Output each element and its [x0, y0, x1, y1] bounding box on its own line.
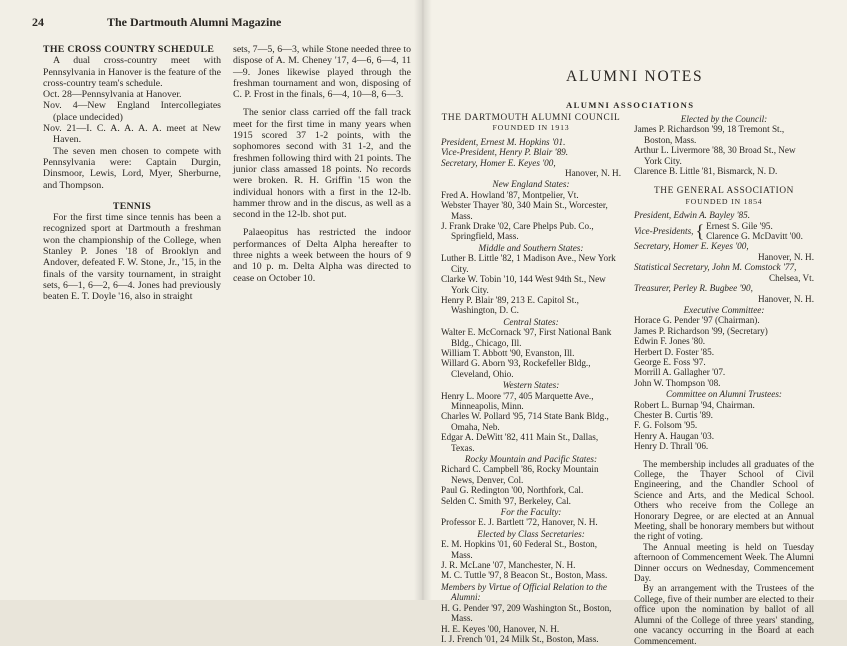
council-member: E. M. Hopkins '01, 60 Federal St., Boston, Mass. [441, 539, 598, 560]
council-member: Arthur L. Livermore '88, 30 Broad St., New York City. [634, 145, 796, 166]
schedule-item: Nov. 4—New England Intercollegiates (place undecided) [43, 100, 221, 123]
tennis-paragraph: For the first time since tennis has been a recognized sport at Dartmouth a freshman won the championship of the College, when Stanley P. Jones '18 of Brooklyn and Andover, defeated F. W. Stone, Jr., '15, in the finals of the varsity tournament, in straight sets, 6—1, 6—2, 6—4. Jones had previously beaten E. T. Doyle '16, also in straight [43, 212, 221, 303]
council-member: Clarence B. Little '81, Bismarck, N. D. [634, 166, 778, 177]
exec-member: James P. Richardson '99, (Secretary) [634, 325, 768, 336]
council-officer: President, Ernest M. Hopkins '01. [441, 136, 566, 147]
palaeopitus-paragraph: Palaeopitus has restricted the indoor performances of Delta Alpha hereafter to three nights a week between the hours of 9 and 10 p. m. Delta Alpha was directed to cease on October 10. [233, 227, 411, 284]
western-states-heading: Western States: [502, 380, 560, 391]
council-member: I. J. French '01, 24 Milk St., Boston, Mass. [441, 633, 599, 644]
ga-vp: Ernest S. Gile '95. [706, 220, 773, 231]
council-officer: Secretary, Homer E. Keyes '00, [441, 157, 556, 168]
ga-secretary: Secretary, Homer E. Keyes '00, [634, 241, 749, 252]
council-member: M. C. Tuttle '97, 8 Beacon St., Boston, Mass. [441, 570, 608, 581]
council-member: J. R. McLane '07, Manchester, N. H. [441, 560, 576, 571]
left-column-2 [233, 44, 411, 284]
central-states-heading: Central States: [503, 316, 559, 327]
council-member: Henry L. Moore '77, 405 Marquette Ave., Minneapolis, Minn. [441, 390, 594, 411]
page-header [32, 15, 413, 30]
exec-member: Morrill A. Gallagher '07. [634, 367, 726, 378]
trustees-committee-heading: Committee on Alumni Trustees: [666, 389, 782, 400]
schedule-item: Nov. 21—I. C. A. A. A. A. meet at New Haven. [43, 123, 221, 146]
ga-vp: Clarence G. McDavitt '00. [706, 231, 803, 242]
council-member: Webster Thayer '80, 340 Main St., Worcester, Mass. [441, 200, 608, 221]
council-member: Paul G. Redington '00, Northfork, Cal. [441, 485, 584, 496]
magazine-title: The Dartmouth Alumni Magazine [107, 15, 282, 29]
membership-paragraph: The membership includes all graduates of the College, the Thayer School of Civil Engineering, and the Chandler School of Science and Arts, and the Medical School. Others who receive from the College an Honorary Degree, or are elected at an Annual Meeting, shall be honorary members but without the right of voting. [634, 458, 814, 542]
council-member: Fred A. Howland '87, Montpelier, Vt. [441, 189, 579, 200]
annual-meeting-paragraph: The Annual meeting is held on Tuesday afternoon of Commencement Week. The Alumni Dinner occurs on Wednesday, Commencement Day. [634, 541, 814, 584]
trustee-member: Robert L. Burnap '94, Chairman. [634, 399, 755, 410]
official-members-heading: Members by Virtue of Official Relation to the Alumni: [441, 581, 607, 603]
general-association-founded: FOUNDED IN 1854 [685, 196, 763, 206]
exec-member: Herbert D. Foster '85. [634, 346, 714, 357]
council-member: Willard G. Aborn '93, Rockefeller Bldg., Cleveland, Ohio. [441, 358, 591, 379]
rocky-mountain-heading: Rocky Mountain and Pacific States: [464, 454, 598, 464]
ga-secretary-address: Hanover, N. H. [757, 251, 814, 262]
men-chosen-paragraph: The seven men chosen to compete with Pennsylvania were: Captain Durgin, Dinsmoor, Lewis, Lord, Myer, Sherburne, and Thompson. [43, 145, 221, 191]
brace-icon: { [695, 221, 705, 242]
council-member: Professor E. J. Bartlett '72, Hanover, N. H. [441, 517, 598, 528]
class-secretaries-heading: Elected by Class Secretaries: [477, 528, 585, 539]
council-member: Charles W. Pollard '95, 714 State Bank Bldg., Omaha, Neb. [441, 411, 609, 432]
council-member: H. E. Keyes '00, Hanover, N. H. [441, 623, 560, 634]
ga-treasurer-address: Hanover, N. H. [757, 293, 814, 304]
trustees-paragraph: By an arrangement with the Trustees of the College, five of their number are elected to their office upon the nomination by ballot of all Alumni of the College of three years' standing, one vacancy occurring in the Board at each Commencement. [634, 583, 814, 646]
general-association-column [634, 113, 814, 646]
schedule-item: Oct. 28—Pennsylvania at Hanover. [43, 89, 182, 101]
council-member: H. G. Pender '97, 209 Washington St., Boston, Mass. [441, 602, 612, 624]
new-england-heading: New England States: [492, 179, 570, 190]
track-meet-paragraph: The senior class carried off the fall track meet for the first time in many years when 1915 scored 37 1-2 points, with the sophomores second with 31 1-2, and the freshmen following third with 21 points. The junior class amassed 18 points. No records were broken. R. H. Griffin '15 won the individual honors with a first in the 12-lb. hammer throw and in the discus, as well as a second in the 12-lb. shot put. [233, 107, 411, 221]
ga-treasurer: Treasurer, Perley R. Bugbee '90, [634, 283, 753, 294]
exec-member: Edwin F. Jones '80. [634, 336, 706, 347]
alumni-associations-subtitle: ALUMNI ASSOCIATIONS [566, 100, 695, 110]
council-member: Walter E. McCornack '97, First National Bank Bldg., Chicago, Ill. [441, 327, 612, 348]
ga-vice-presidents [634, 221, 814, 242]
council-member: Clarke W. Tobin '10, 144 West 94th St., New York City. [441, 274, 606, 295]
council-member: William T. Abbott '90, Evanston, Ill. [441, 347, 575, 358]
cross-country-heading: THE CROSS COUNTRY SCHEDULE [43, 44, 215, 55]
left-column-1 [43, 44, 221, 303]
council-founded: FOUNDED IN 1913 [492, 123, 570, 133]
ga-statistical-secretary: Statistical Secretary, John M. Comstock '77, [634, 262, 797, 273]
council-member: Henry P. Blair '89, 213 E. Capitol St., Washington, D. C. [441, 294, 579, 316]
council-member: Edgar A. DeWitt '82, 411 Main St., Dallas, Texas. [441, 432, 599, 453]
exec-member: John W. Thompson '08. [634, 377, 721, 388]
council-member: J. Frank Drake '02, Care Phelps Pub. Co., Springfield, Mass. [441, 221, 594, 242]
tennis-heading: TENNIS [112, 200, 152, 212]
council-member: Luther B. Little '82, 1 Madison Ave., New York City. [441, 253, 616, 274]
ga-president: President, Edwin A. Bayley '85. [634, 210, 751, 221]
exec-member: George E. Foss '97. [634, 356, 706, 367]
council-member: Selden C. Smith '97, Berkeley, Cal. [441, 495, 571, 506]
middle-southern-heading: Middle and Southern States: [478, 242, 584, 253]
council-name: THE DARTMOUTH ALUMNI COUNCIL [441, 113, 621, 123]
trustee-member: Henry D. Thrall '06. [634, 441, 709, 452]
general-association-name: THE GENERAL ASSOCIATION [654, 186, 794, 197]
binding-gutter [414, 0, 432, 600]
trustee-member: Chester B. Curtis '89. [634, 409, 713, 420]
exec-member: Horace G. Pender '97 (Chairman). [634, 315, 760, 326]
executive-committee-heading: Executive Committee: [683, 304, 765, 315]
council-member: Richard C. Campbell '86, Rocky Mountain News, Denver, Col. [441, 464, 599, 485]
alumni-council-column [441, 113, 621, 644]
trustee-member: F. G. Folsom '95. [634, 420, 698, 431]
council-officer: Vice-President, Henry P. Blair '89. [441, 147, 569, 158]
council-officer-address: Hanover, N. H. [564, 168, 621, 179]
alumni-notes-title: ALUMNI NOTES [566, 68, 704, 85]
ga-body [634, 459, 814, 646]
left-page [0, 0, 423, 600]
ga-vp-label: Vice-Presidents, [634, 225, 694, 236]
tennis-continued: sets, 7—5, 6—3, while Stone needed three to dispose of A. M. Cheney '17, 4—6, 6—4, 11—9. Jones likewise played through the freshman tournament and won, disposing of C. P. Frost in the finals, 6—4, 10—8, 6—3. [233, 44, 411, 101]
ga-stat-sec-address: Chelsea, Vt. [769, 272, 814, 283]
trustee-member: Henry A. Haugan '03. [634, 430, 714, 441]
faculty-heading: For the Faculty: [500, 507, 562, 518]
cross-country-intro: A dual cross-country meet with Pennsylvania in Hanover is the feature of the cross-country team's schedule. [43, 55, 221, 89]
elected-by-council-heading: Elected by the Council: [680, 114, 768, 124]
council-member: James P. Richardson '99, 18 Tremont St., Boston, Mass. [634, 124, 785, 145]
page-number: 24 [32, 15, 44, 29]
